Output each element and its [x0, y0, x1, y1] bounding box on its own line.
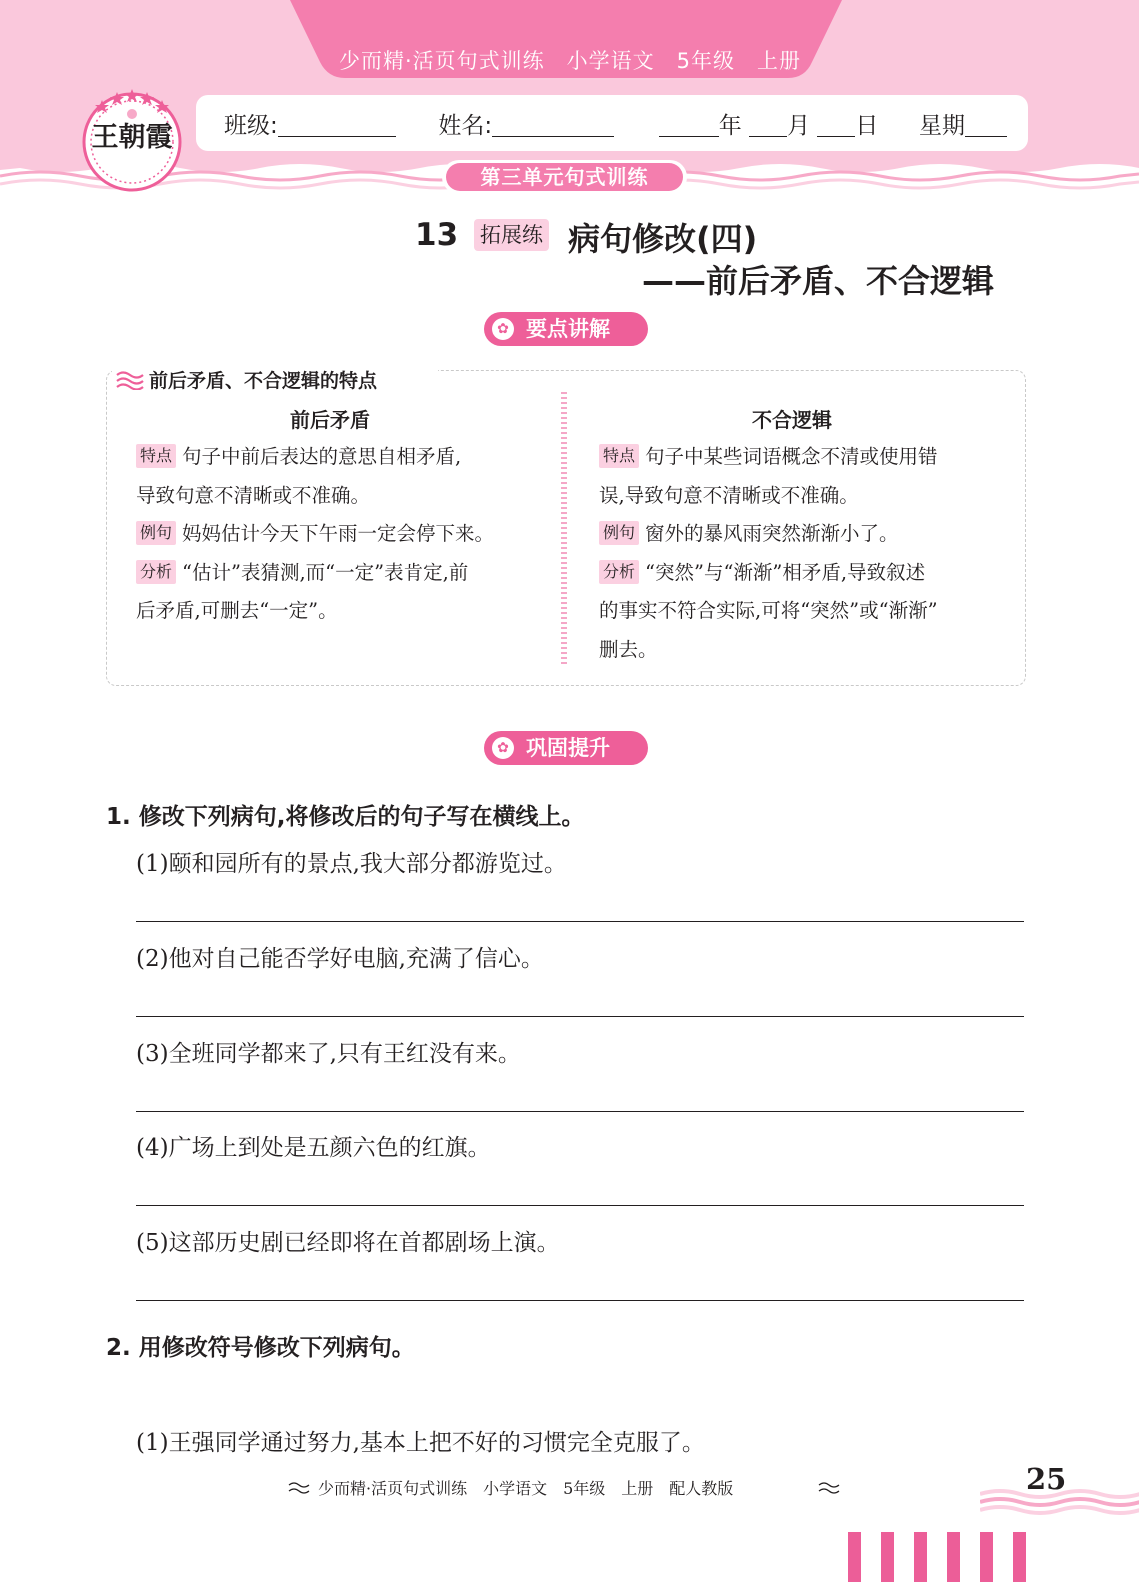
right-column-title: 不合逻辑: [752, 408, 832, 432]
analysis-tag: 分析: [136, 560, 176, 584]
lesson-tag: 拓展练: [474, 219, 549, 251]
logo-name: 王朝霞: [91, 122, 173, 153]
question-1-item: (1)颐和园所有的景点,我大部分都游览过。: [136, 851, 567, 877]
day-field[interactable]: [817, 112, 855, 137]
right-feature-line2: 误,导致句意不清晰或不准确。: [599, 483, 859, 507]
analysis-tag: 分析: [599, 560, 639, 584]
medal-icon: ✿: [492, 318, 514, 340]
weekday-field[interactable]: [965, 112, 1007, 137]
unit-badge: [442, 160, 687, 194]
year-field[interactable]: [659, 112, 719, 137]
left-feature-line1: 句子中前后表达的意思自相矛盾,: [182, 445, 462, 468]
left-feature-line2: 导致句意不清晰或不准确。: [136, 483, 371, 507]
section-practice-pill: [484, 731, 648, 765]
left-column-text: [136, 438, 556, 631]
right-analysis-line2: 的事实不符合实际,可将“突然”或“渐渐”: [599, 599, 938, 622]
edge-stripe: [1013, 1532, 1026, 1582]
name-field[interactable]: [492, 112, 614, 137]
question-1-item: (2)他对自己能否学好电脑,充满了信心。: [136, 946, 544, 972]
page-number: 25: [1026, 1462, 1067, 1496]
keypoints-heading: 前后矛盾、不合逻辑的特点: [149, 370, 378, 392]
question-1-item: (3)全班同学都来了,只有王红没有来。: [136, 1041, 521, 1067]
medal-icon: ✿: [492, 737, 514, 759]
wave-icon: [288, 1481, 310, 1495]
question-1-item: (4)广场上到处是五颜六色的红旗。: [136, 1135, 491, 1161]
right-example: 窗外的暴风雨突然渐渐小了。: [645, 522, 899, 545]
edge-stripe: [980, 1532, 993, 1582]
feature-tag: 特点: [599, 444, 639, 468]
left-column-title: 前后矛盾: [290, 408, 370, 432]
answer-line[interactable]: [136, 1205, 1024, 1206]
day-label: 日: [855, 113, 879, 139]
section-keypoints-pill: [484, 312, 648, 346]
lesson-subtitle: ——前后矛盾、不合逻辑: [642, 262, 995, 300]
name-label: 姓名:: [438, 113, 493, 139]
right-analysis-line3: 删去。: [599, 637, 658, 661]
left-example: 妈妈估计今天下午雨一定会停下来。: [182, 522, 495, 545]
class-field[interactable]: [278, 112, 396, 137]
section-practice-label: 巩固提升: [526, 736, 610, 760]
feature-tag: 特点: [136, 444, 176, 468]
question-2-item: (1)王强同学通过努力,基本上把不好的习惯完全克服了。: [136, 1430, 705, 1456]
student-info-row: [224, 107, 1007, 139]
year-label: 年: [718, 113, 742, 139]
question-1-item: (5)这部历史剧已经即将在首都剧场上演。: [136, 1230, 560, 1256]
right-analysis-line1: “突然”与“渐渐”相矛盾,导致叙述: [645, 560, 926, 584]
month-field[interactable]: [749, 112, 787, 137]
answer-line[interactable]: [136, 1111, 1024, 1112]
edge-stripe: [848, 1532, 861, 1582]
section-keypoints-label: 要点讲解: [526, 317, 610, 341]
right-column-text: [599, 438, 1009, 669]
header-title: 少而精·活页句式训练 小学语文 5年级 上册: [338, 49, 802, 73]
unit-label: 第三单元句式训练: [446, 163, 683, 191]
weekday-label: 星期: [919, 113, 965, 139]
right-feature-line1: 句子中某些词语概念不清或使用错: [645, 445, 938, 468]
wave-icon: [818, 1481, 840, 1495]
answer-line[interactable]: [136, 921, 1024, 922]
answer-line[interactable]: [136, 1300, 1024, 1301]
month-label: 月: [787, 113, 811, 139]
example-tag: 例句: [599, 521, 639, 545]
answer-line[interactable]: [136, 1016, 1024, 1017]
lesson-number: 13: [415, 217, 459, 253]
footer-text: 少而精·活页句式训练 小学语文 5年级 上册 配人教版: [318, 1479, 734, 1498]
wave-icon: [116, 370, 144, 390]
left-analysis-line1: “估计”表猜测,而“一定”表肯定,前: [182, 560, 469, 584]
example-tag: 例句: [136, 521, 176, 545]
class-label: 班级:: [224, 113, 278, 139]
edge-stripe: [947, 1532, 960, 1582]
lesson-title: 病句修改(四): [568, 220, 758, 258]
column-divider: [560, 392, 568, 664]
question-1-heading: 1. 修改下列病句,将修改后的句子写在横线上。: [106, 804, 585, 830]
edge-stripe: [914, 1532, 927, 1582]
question-2-heading: 2. 用修改符号修改下列病句。: [106, 1335, 415, 1361]
left-analysis-line2: 后矛盾,可删去“一定”。: [136, 599, 338, 622]
edge-stripe: [881, 1532, 894, 1582]
